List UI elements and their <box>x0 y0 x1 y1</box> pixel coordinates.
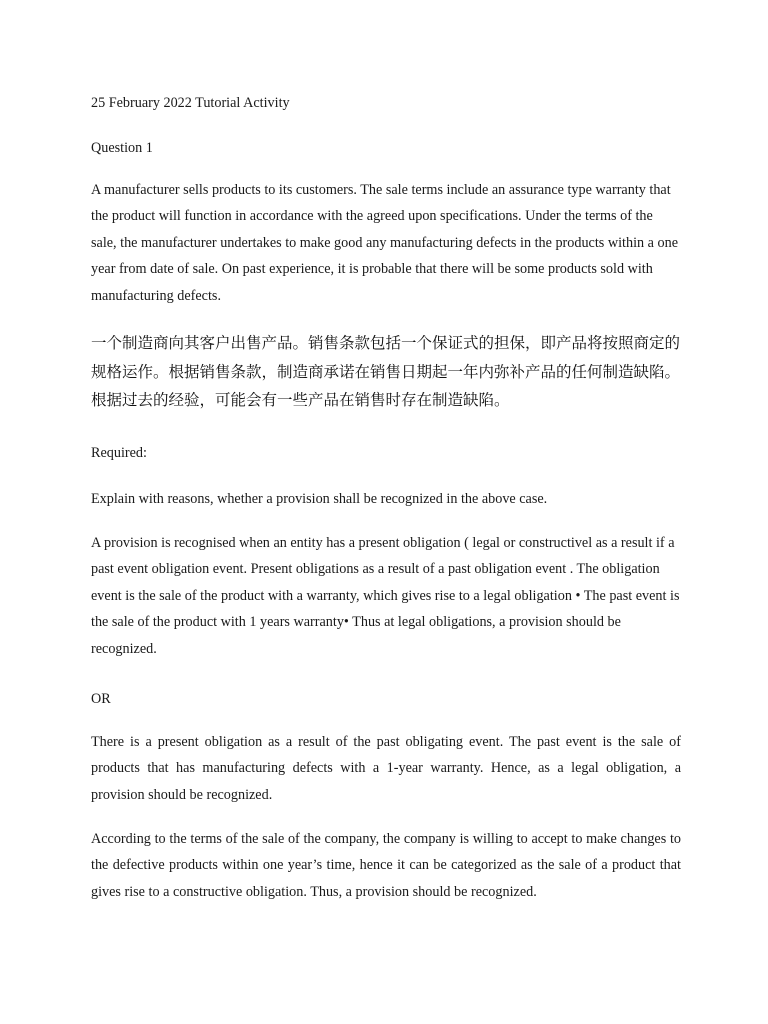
question-label: Question 1 <box>91 140 153 156</box>
answer-paragraph-2: There is a present obligation as a result of the past obligating event. The past event is the sale of products that has manufacturing defects with a 1-year warranty. Hence, as a legal obligation, a provision should be recognized. <box>91 734 681 803</box>
question-text-chinese: 一个制造商向其客户出售产品。销售条款包括一个保证式的担保，即产品将按照商定的规格运作。根据销售条款，制造商承诺在销售日期起一年内弥补产品的任何制造缺陷。根据过去的经验，可能会有一些产品在销售时存在制造缺陷。 <box>91 334 681 410</box>
question-text-english: A manufacturer sells products to its customers. The sale terms include an assurance type warranty that the product will function in accordance with the agreed upon specifications. Under the terms of the sale, the manufacturer undertakes to make good any manufacturing defects in the products within a one year from date of sale. On past experience, it is probable that there will be some products sold with manufacturing defects. <box>91 182 679 304</box>
answer-paragraph-1: A provision is recognised when an entity has a present obligation ( legal or constructivel as a result if a past event obligation event. Present obligations as a result of a past obligation event . The obligation event is the sale of the product with a warranty, which gives rise to a legal obligation • The past event is the sale of the product with 1 years warranty• Thus at legal obligations, a provision should be recognized. <box>91 535 680 657</box>
document-title: 25 February 2022 Tutorial Activity <box>91 95 290 111</box>
required-label: Required: <box>91 445 147 461</box>
instruction-text: Explain with reasons, whether a provision shall be recognized in the above case. <box>91 491 548 507</box>
answer-paragraph-3: According to the terms of the sale of the company, the company is willing to accept to make changes to the defective products within one year’s time, hence it can be categorized as the sale of a product that gives rise to a constructive obligation. Thus, a provision should be recognized. <box>91 831 681 900</box>
or-separator: OR <box>91 691 111 707</box>
